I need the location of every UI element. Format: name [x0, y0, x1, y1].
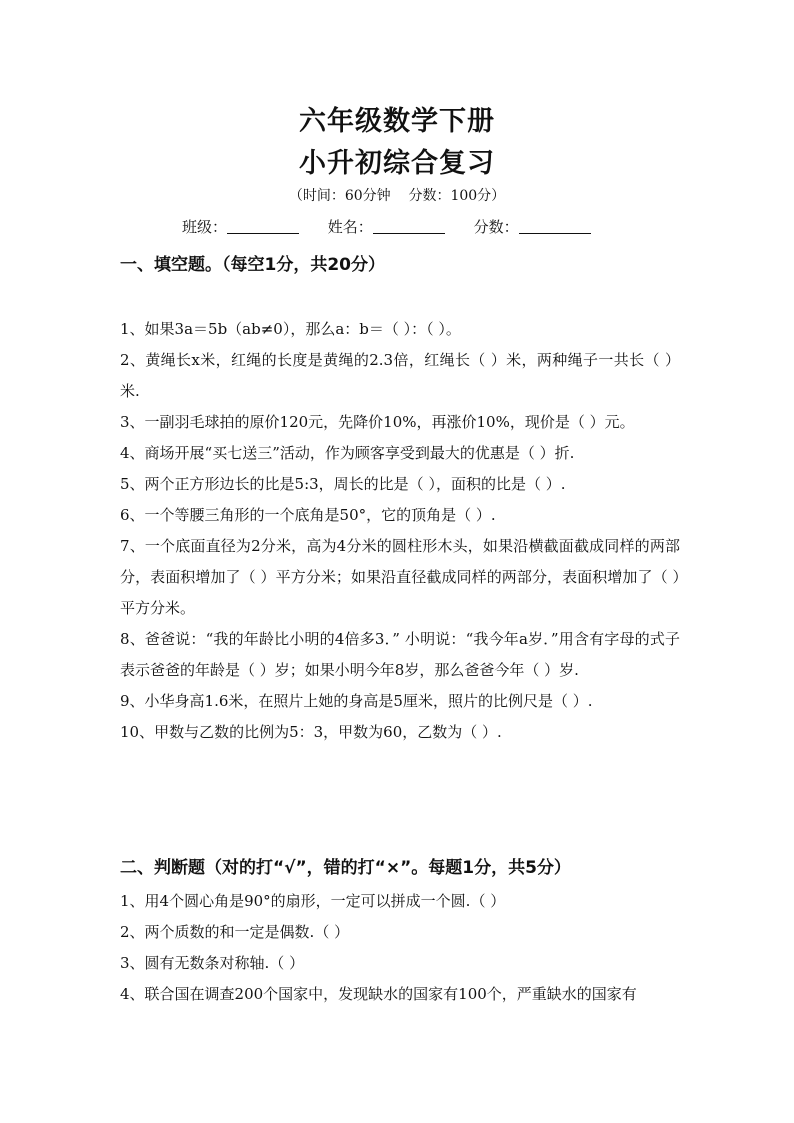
- question-item: 8、爸爸说：“我的年龄比小明的4倍多3．” 小明说：“我今年a岁．”用含有字母的式子表示爸爸的年龄是（ ）岁；如果小明今年8岁，那么爸爸今年（ ）岁.: [120, 630, 680, 679]
- class-blank[interactable]: [227, 219, 299, 234]
- question-item: 1、用4个圆心角是90°的扇形，一定可以拼成一个圆.（ ）: [120, 892, 506, 910]
- question-item: 4、联合国在调查200个国家中，发现缺水的国家有100个，严重缺水的国家有: [120, 985, 637, 1003]
- section-true-false-heading: 二、判断题（对的打“√”，错的打“×”。每题1分，共5分）: [120, 858, 571, 878]
- name-blank[interactable]: [373, 219, 445, 234]
- question-item: 10、甲数与乙数的比例为5：3，甲数为60，乙数为（ ）.: [120, 723, 502, 741]
- score-blank[interactable]: [519, 219, 591, 234]
- student-info-row: [182, 216, 615, 237]
- section-fill-blank-heading: 一、填空题。（每空1分，共20分）: [120, 255, 385, 275]
- page-subtitle: 小升初综合复习: [299, 148, 495, 179]
- question-item: 2、两个质数的和一定是偶数.（ ）: [120, 923, 350, 941]
- question-item: 6、一个等腰三角形的一个底角是50°，它的顶角是（ ）.: [120, 506, 496, 524]
- score-field: [474, 216, 591, 237]
- class-label: 班级：: [182, 218, 228, 236]
- fill-blank-questions: [120, 314, 680, 748]
- true-false-questions: [120, 886, 680, 1010]
- question-item: 9、小华身高1.6米，在照片上她的身高是5厘米，照片的比例尺是（ ）.: [120, 692, 593, 710]
- question-item: 1、如果3a＝5b（ab≠0），那么a：b＝（ ）：（ ）。: [120, 320, 461, 338]
- time-score-info: （时间：60分钟 分数：100分）: [288, 188, 506, 204]
- question-item: 4、商场开展“买七送三”活动，作为顾客享受到最大的优惠是（ ）折.: [120, 444, 575, 462]
- question-item: 2、黄绳长x米，红绳的长度是黄绳的2.3倍，红绳长（ ）米，两种绳子一共长（ ）米.: [120, 351, 680, 400]
- page-title: 六年级数学下册: [299, 106, 495, 137]
- class-field: [182, 216, 299, 237]
- name-label: 姓名：: [327, 218, 373, 236]
- name-field: [328, 216, 445, 237]
- question-item: 7、一个底面直径为2分米，高为4分米的圆柱形木头，如果沿横截面截成同样的两部分，表面积增加了（ ）平方分米；如果沿直径截成同样的两部分，表面积增加了（ ）平方分米。: [120, 537, 680, 617]
- question-item: 5、两个正方形边长的比是5:3，周长的比是（ ），面积的比是（ ）.: [120, 475, 566, 493]
- question-item: 3、圆有无数条对称轴.（ ）: [120, 954, 305, 972]
- question-item: 3、一副羽毛球拍的原价120元，先降价10%，再涨价10%，现价是（ ）元。: [120, 413, 635, 431]
- score-label: 分数：: [473, 218, 519, 236]
